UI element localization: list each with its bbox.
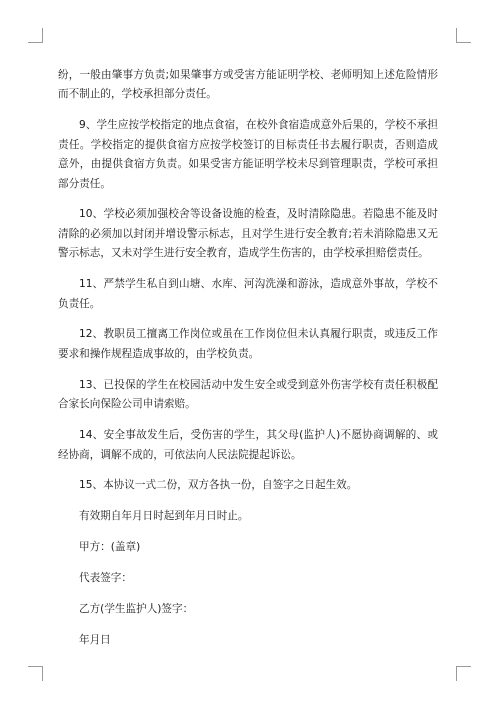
crop-mark-top-left (28, 28, 43, 43)
party-b-signature-line: 乙方(学生监护人)签字： (79, 603, 194, 616)
crop-mark-bottom-left (28, 666, 43, 681)
representative-signature-line: 代表签字： (79, 572, 132, 585)
paragraph-clause-9: 9、学生应按学校指定的地点食宿，在校外食宿造成意外后果的，学校不承担责任。学校指定的提供食宿方应按学校签订的目标责任书去履行职责，否则造成意外，由提供食宿方负责。如果受害方能证明学校未尽到管理职责，学校可承担部分责任。 (58, 119, 438, 190)
paragraph-clause-14: 14、安全事故发生后，受伤害的学生，其父母(监护人)不愿协商调解的、或经协商，调解不成的，可依法向人民法院提起诉讼。 (58, 429, 438, 461)
paragraph-clause-13: 13、已投保的学生在校园活动中发生安全或受到意外伤害学校有责任积极配合家长向保险公司申请索赔。 (58, 378, 438, 411)
paragraph-clause-11: 11、严禁学生私自到山塘、水库、河沟洗澡和游泳，造成意外事故，学校不负责任。 (58, 278, 438, 310)
paragraph-clause-12: 12、教职员工擅离工作岗位或虽在工作岗位但未认真履行职责，或违反工作要求和操作规程造成事故的，由学校负责。 (58, 328, 438, 360)
crop-mark-bottom-right (456, 666, 471, 681)
party-a-line: 甲方：(盖章) (79, 541, 141, 554)
document-body (58, 66, 438, 662)
paragraph-continued: 纷，一般由肇事方负责;如果肇事方或受害方能证明学校、老师明知上述危险情形而不制止的，学校承担部分责任。 (58, 69, 438, 101)
date-line: 年月日 (79, 633, 111, 646)
crop-mark-top-right (456, 28, 471, 43)
validity-line: 有效期自年月日时起到年月日时止。 (79, 510, 249, 523)
paragraph-clause-10: 10、学校必须加强校舍等设备设施的检查，及时清除隐患。若隐患不能及时清除的必须加以封闭并增设警示标志，且对学生进行安全教育;若未消除隐患又无警示标志，又未对学生进行安全教育，造成学生伤害的，由学校承担赔偿责任。 (58, 208, 438, 260)
paragraph-clause-15: 15、本协议一式二份，双方各执一份，自签字之日起生效。 (79, 479, 358, 492)
